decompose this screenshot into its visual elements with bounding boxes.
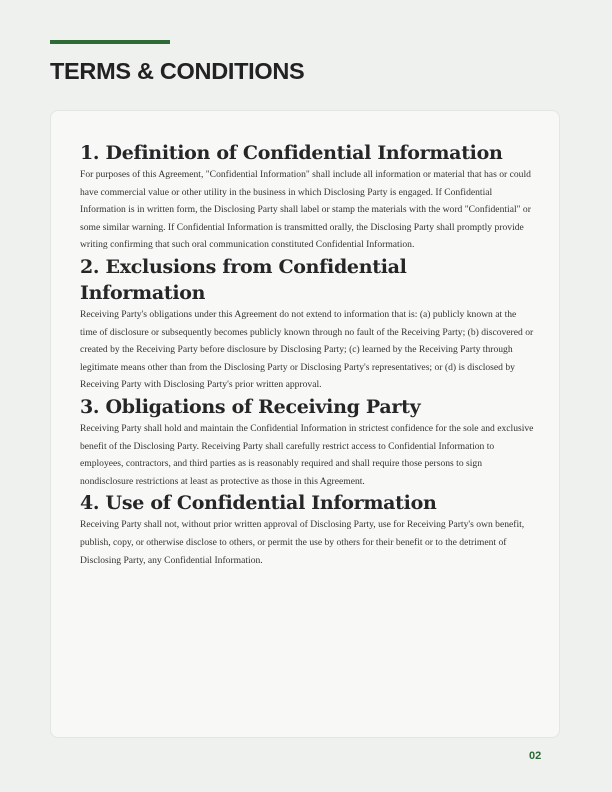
section-body: For purposes of this Agreement, "Confidential Information" shall include all information or material that has or could have commercial value or other utility in the business in which Disclosing Party is engaged. If Confidential Information is in written form, the Disclosing Party shall label or stamp the materials with the word "Confidential" or some similar warning. If Confidential Information is transmitted orally, the Disclosing Party shall promptly provide writing confirming that such oral communication constituted Confidential Information. [80,169,531,251]
section-definition [80,140,535,254]
page-title: TERMS & CONDITIONS [50,58,305,84]
section-body: Receiving Party shall not, without prior written approval of Disclosing Party, use for Receiving Party's own benefit, publish, copy, or otherwise disclose to others, or permit the use by others for their benefit or to the detriment of Disclosing Party, any Confidential Information. [80,519,525,566]
section-heading: 4. Use of Confidential Information [80,492,437,515]
terms-content [80,140,535,569]
accent-bar [50,40,170,44]
section-body: Receiving Party's obligations under this Agreement do not extend to information that is: (a) publicly known at the time of disclosure or subsequently becomes publicly known through no fault of the Receiving Party; (b) discovered or created by the Receiving Party before disclosure by Disclosing Party; (c) learned by the Receiving Party through legitimate means other than from the Disclosing Party or Disclosing Party's representatives; or (d) is disclosed by Receiving Party with Disclosing Party's prior written approval. [80,308,534,391]
section-body: Receiving Party shall hold and maintain the Confidential Information in strictest confidence for the sole and exclusive benefit of the Disclosing Party. Receiving Party shall carefully restrict access to Confidential Information to employees, contractors, and third parties as is reasonably required and shall require those persons to sign nondisclosure restrictions at least as protective as those in this Agreement. [80,422,534,487]
section-heading: 3. Obligations of Receiving Party [80,395,421,418]
section-heading: 2. Exclusions from Confidential Information [80,255,407,304]
section-exclusions [80,254,535,394]
section-obligations [80,394,535,490]
section-use [80,490,535,569]
page-number: 02 [529,750,542,762]
section-heading: 1. Definition of Confidential Information [80,142,503,164]
